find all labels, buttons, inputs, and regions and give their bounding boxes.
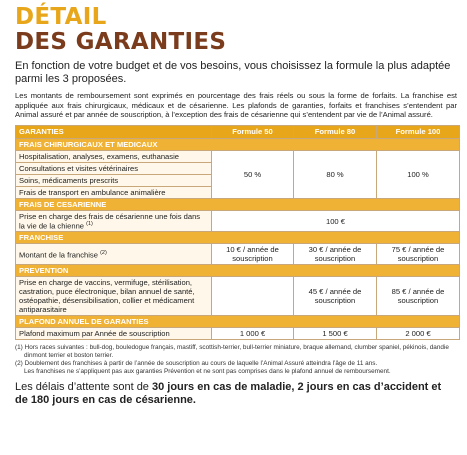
footnote-1: (1) Hors races suivantes : bull-dog, bouledogue français, mastiff, scottish-terrier, bull-terrier miniature, braque allemand, clumber spaniel, pékinois, dandie dinmont terrier et boston terrier.	[15, 344, 449, 360]
row-label-franchise	[16, 244, 212, 265]
page-title-line1: DÉTAIL	[15, 4, 107, 30]
header-formule-50: Formule 50	[212, 125, 294, 138]
footnote-2-continued: Les franchises ne s’appliquent pas aux garanties Prévention et ne sont pas comprises dans le plafond annuel de remboursement.	[24, 368, 391, 376]
footnotes	[15, 344, 457, 376]
cell-prevention-f50	[212, 277, 294, 316]
cell-plafond-f100: 2 000 €	[377, 328, 460, 340]
franchise-text: Montant de la franchise	[19, 250, 98, 260]
cell-franchise-f80: 30 € / année de souscription	[294, 244, 377, 265]
section-plafond: PLAFOND ANNUEL DE GARANTIES	[16, 316, 460, 328]
row-label-prevention: Prise en charge de vaccins, vermifuge, stérilisation, castration, puce électronique, bilan annuel de santé, ostéopathie, désensibilisation, collier et médicament antiparasitaire	[16, 277, 212, 316]
table-row	[16, 277, 460, 316]
header-formule-80: Formule 80	[294, 125, 377, 138]
cell-franchise-f50: 10 € / année de souscription	[212, 244, 294, 265]
waiting-periods-bold: 30 jours en cas de maladie, 2 jours en cas d’accident et de 180 jours en cas de césarienne.	[15, 381, 442, 407]
cell-chir-f50: 50 %	[212, 150, 294, 198]
table-header-row	[16, 125, 460, 138]
table-row	[16, 210, 460, 232]
cell-plafond-f50: 1 000 €	[212, 328, 294, 340]
table-row	[16, 328, 460, 340]
cesarienne-text: Prise en charge des frais de césarienne une fois dans la vie de la chienne	[19, 211, 201, 231]
table-row	[16, 150, 460, 162]
header-formule-100: Formule 100	[377, 125, 460, 138]
waiting-prefix: Les délais d’attente sont de	[15, 381, 152, 394]
cell-chir-f100: 100 %	[377, 150, 460, 198]
section-franchise: FRANCHISE	[16, 232, 460, 244]
section-frais-cesarienne: FRAIS DE CESARIENNE	[16, 198, 460, 210]
cell-chir-f80: 80 %	[294, 150, 377, 198]
cell-prevention-f80: 45 € / année de souscription	[294, 277, 377, 316]
section-frais-chirurgicaux: FRAIS CHIRURGICAUX ET MEDICAUX	[16, 138, 460, 150]
row-label-plafond: Plafond maximum par Année de souscription	[16, 328, 212, 340]
row-label: Frais de transport en ambulance animalière	[16, 186, 212, 198]
note-ref-2: (2)	[100, 249, 107, 256]
note-ref-1: (1)	[86, 220, 93, 227]
table-row	[16, 244, 460, 265]
row-label: Hospitalisation, analyses, examens, euthanasie	[16, 150, 212, 162]
footnote-2: (2) Doublement des franchises à partir de l’année de souscription au cours de laquelle l’Animal Assuré atteindra l’âge de 11 ans.	[15, 360, 378, 368]
cell-cesarienne: 100 €	[212, 210, 460, 232]
section-prevention: PREVENTION	[16, 265, 460, 277]
guarantees-table	[15, 125, 460, 341]
page-title-line2: DES GARANTIES	[15, 29, 227, 55]
waiting-periods-text	[15, 381, 457, 407]
row-label-cesarienne	[16, 210, 212, 232]
row-label: Soins, médicaments prescrits	[16, 174, 212, 186]
intro-text: En fonction de votre budget et de vos besoins, vous choisissez la formule la plus adaptée parmi les 3 proposées.	[15, 60, 451, 85]
description-text: Les montants de remboursement sont exprimés en pourcentage des frais réels ou sous la forme de forfaits. La franchise est appliquée aux frais chirurgicaux, médicaux et de césarienne. Les plafonds de garanties, forfaits et franchises s’entendent par Animal assuré et par année de souscription, à l’exception des frais de césarienne qui s’entendent par vie de l’Animal assuré.	[15, 91, 457, 120]
row-label: Consultations et visites vétérinaires	[16, 162, 212, 174]
cell-franchise-f100: 75 € / année de souscription	[377, 244, 460, 265]
cell-plafond-f80: 1 500 €	[294, 328, 377, 340]
header-guarantees: GARANTIES	[16, 125, 212, 138]
cell-prevention-f100: 85 € / année de souscription	[377, 277, 460, 316]
